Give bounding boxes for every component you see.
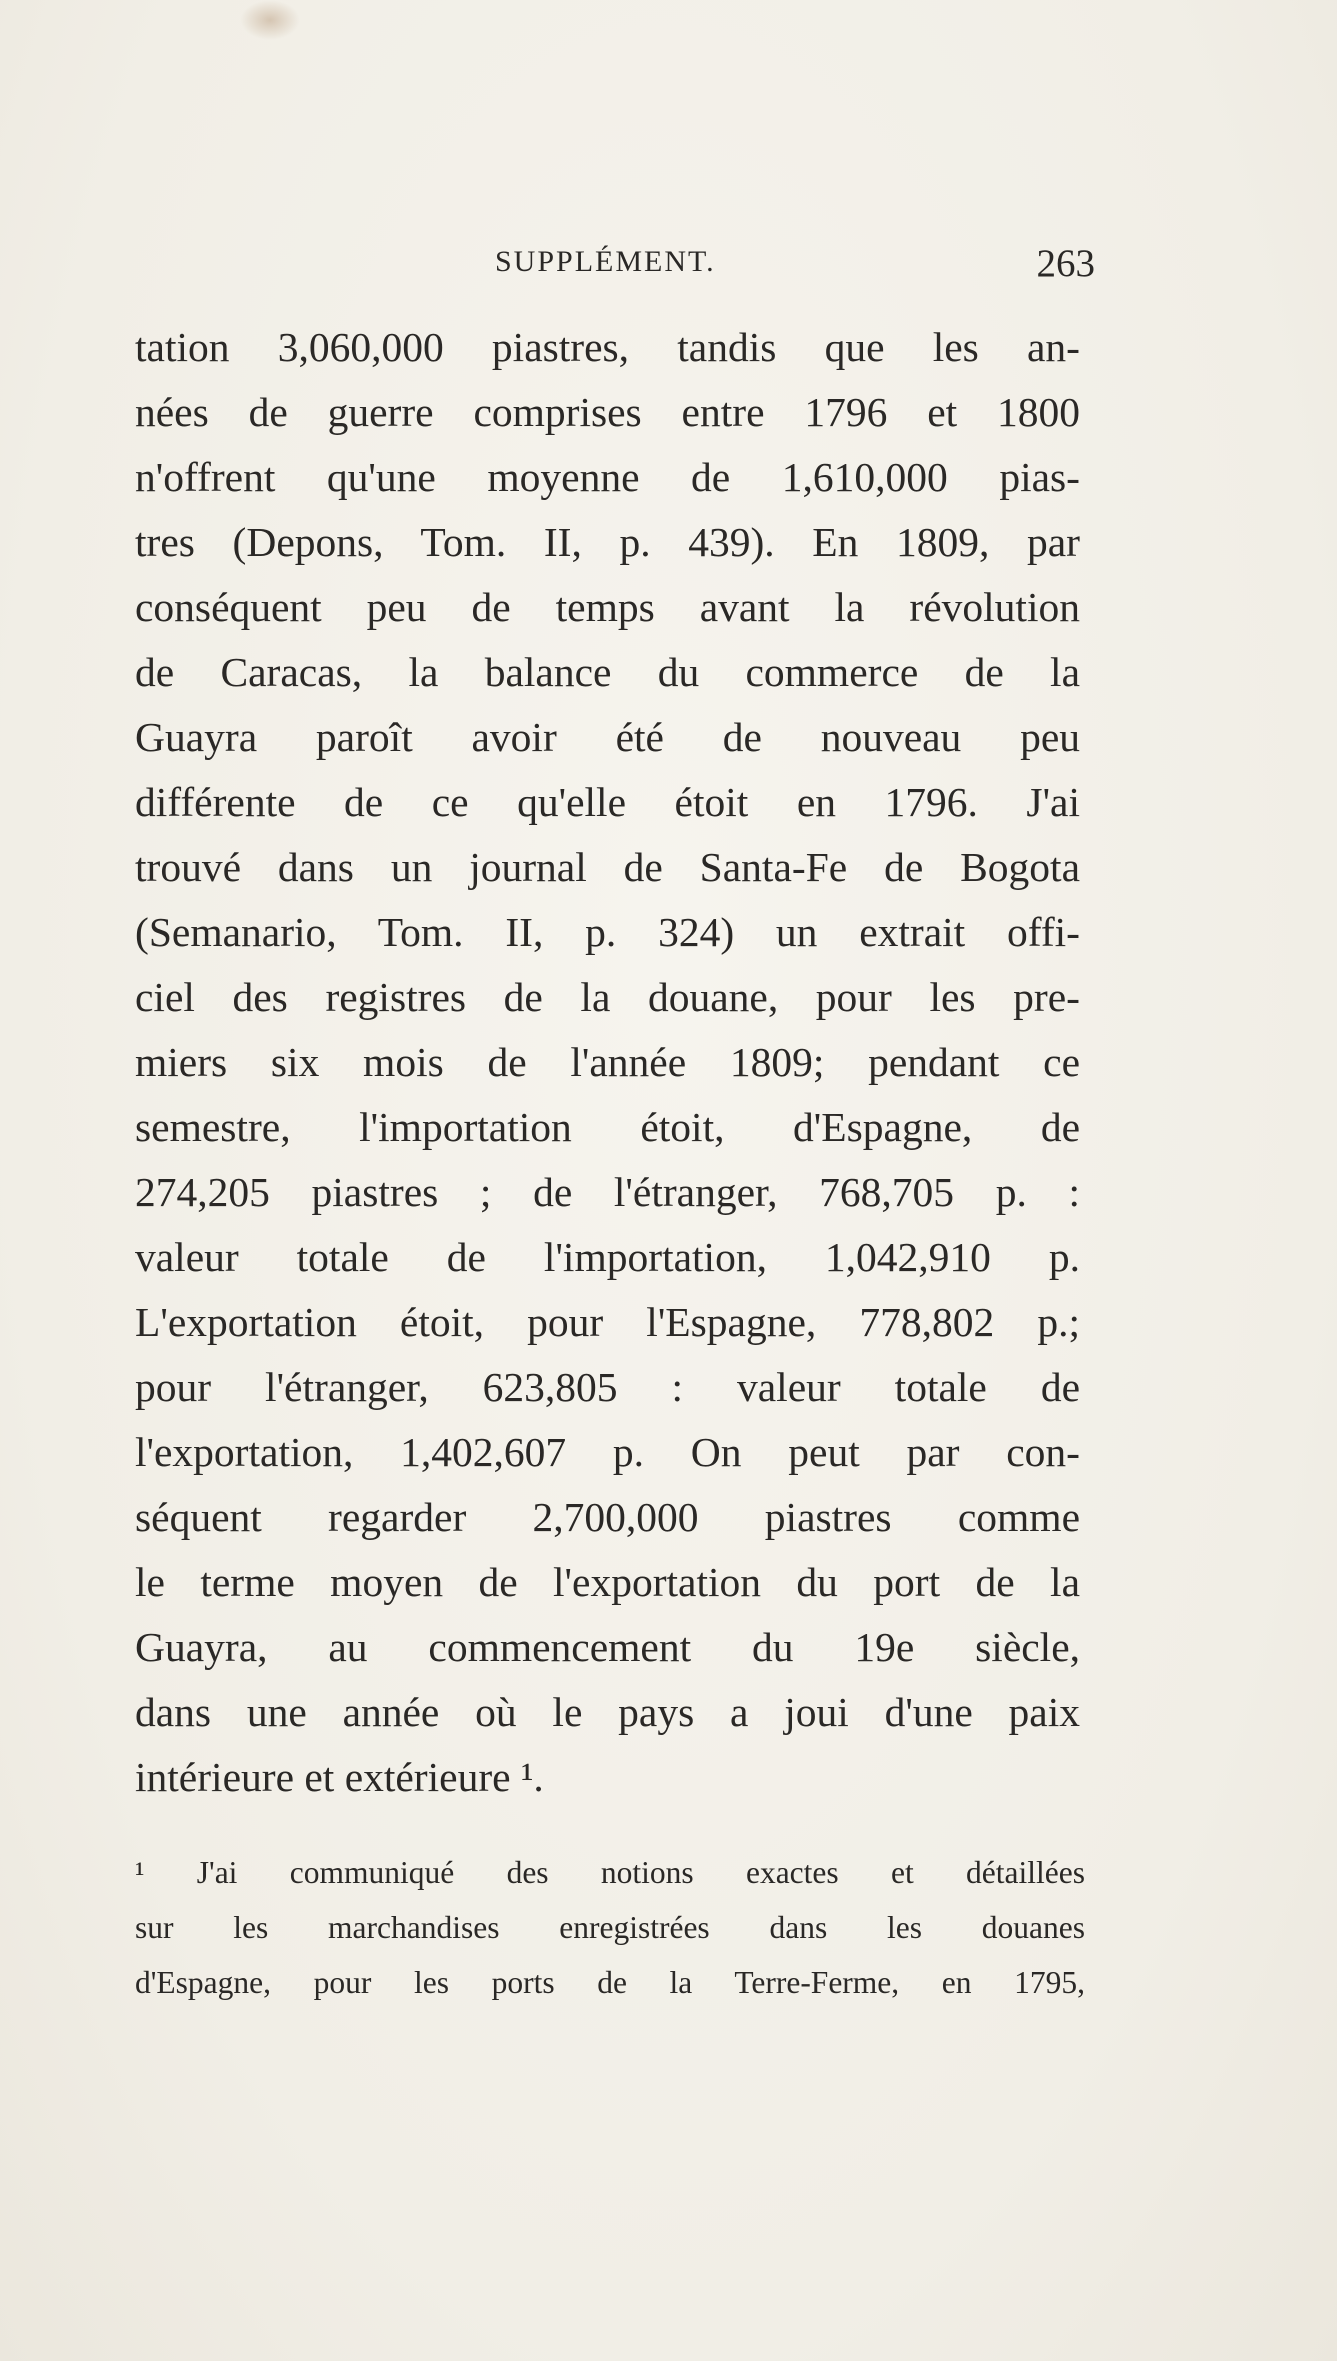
footnote-line: d'Espagne, pour les ports de la Terre-Ferme, en 1795, [135,1965,1085,2000]
text-line: dans une année où le pays a joui d'une paix [135,1689,1080,1735]
footnote-line: ¹ J'ai communiqué des notions exactes et détaillées [135,1855,1085,1890]
text-line: différente de ce qu'elle étoit en 1796. J'ai [135,779,1080,825]
page-header [135,242,1095,295]
footnote-line: sur les marchandises enregistrées dans les douanes [135,1910,1085,1945]
page-number: 263 [1036,242,1095,285]
running-title: SUPPLÉMENT. [495,245,716,278]
text-line: l'exportation, 1,402,607 p. On peut par con- [135,1429,1080,1475]
text-line: conséquent peu de temps avant la révolution [135,584,1080,630]
text-line: Guayra, au commencement du 19e siècle, [135,1624,1080,1670]
body-text [135,315,1080,1810]
text-line: Guayra paroît avoir été de nouveau peu [135,714,1080,760]
text-line: intérieure et extérieure ¹. [135,1754,544,1800]
text-line: de Caracas, la balance du commerce de la [135,649,1080,695]
text-line: tres (Depons, Tom. II, p. 439). En 1809, par [135,519,1080,565]
paper-stain [240,0,300,40]
text-line: miers six mois de l'année 1809; pendant ce [135,1039,1080,1085]
footnote [135,1845,1085,2010]
text-line: (Semanario, Tom. II, p. 324) un extrait offi- [135,909,1080,955]
text-line: séquent regarder 2,700,000 piastres comme [135,1494,1080,1540]
text-line: L'exportation étoit, pour l'Espagne, 778,802 p.; [135,1299,1080,1345]
text-line: trouvé dans un journal de Santa-Fe de Bogota [135,844,1080,890]
text-line: ciel des registres de la douane, pour les pre- [135,974,1080,1020]
text-line: n'offrent qu'une moyenne de 1,610,000 pias- [135,454,1080,500]
text-line: valeur totale de l'importation, 1,042,910 p. [135,1234,1080,1280]
text-line: semestre, l'importation étoit, d'Espagne, de [135,1104,1080,1150]
text-line: le terme moyen de l'exportation du port de la [135,1559,1080,1605]
text-line: 274,205 piastres ; de l'étranger, 768,705 p. : [135,1169,1080,1215]
text-line: pour l'étranger, 623,805 : valeur totale de [135,1364,1080,1410]
text-line: tation 3,060,000 piastres, tandis que les an- [135,324,1080,370]
text-line: nées de guerre comprises entre 1796 et 1800 [135,389,1080,435]
